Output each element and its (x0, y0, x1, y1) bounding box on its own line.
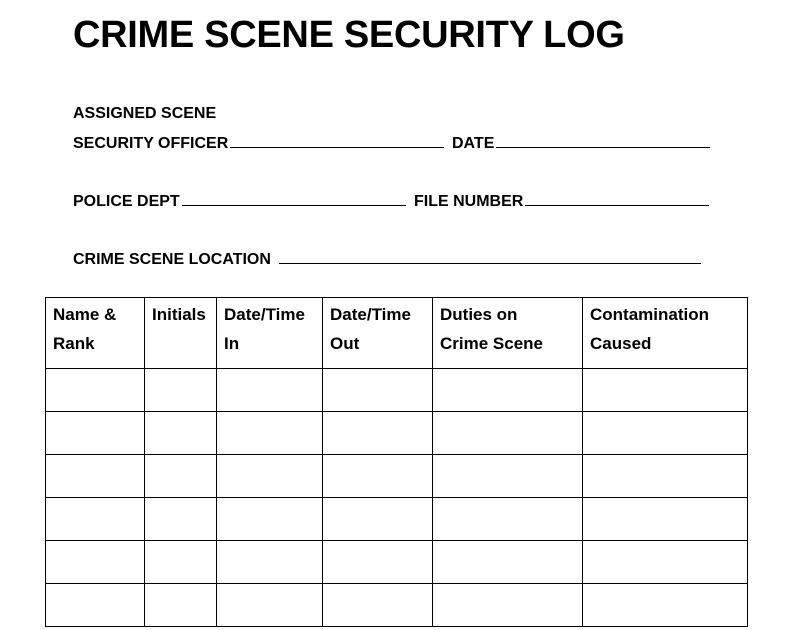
header-name-rank (46, 298, 145, 369)
assigned-scene-label (73, 104, 216, 124)
table-cell[interactable] (583, 498, 748, 541)
assigned-scene-text: ASSIGNED SCENE (73, 105, 217, 122)
table-cell[interactable] (217, 498, 323, 541)
table-cell[interactable] (217, 541, 323, 584)
table-cell[interactable] (323, 541, 433, 584)
crime-scene-location-field[interactable] (279, 249, 701, 264)
table-cell[interactable] (583, 412, 748, 455)
header-date-time-out (323, 298, 433, 369)
table-cell[interactable] (145, 455, 217, 498)
police-dept-label: POLICE DEPT (73, 193, 180, 210)
security-log-table (45, 297, 748, 627)
table-cell[interactable] (433, 369, 583, 412)
table-row (46, 584, 748, 627)
file-number-label: FILE NUMBER (414, 193, 524, 210)
table-cell[interactable] (145, 584, 217, 627)
header-initials (145, 298, 217, 369)
header-line: Date/Time (224, 305, 305, 324)
header-line: Date/Time (330, 305, 411, 324)
table-row (46, 412, 748, 455)
header-line: Rank (53, 334, 95, 353)
header-line: In (224, 334, 240, 353)
table-cell[interactable] (583, 584, 748, 627)
table-row (46, 498, 748, 541)
police-dept-row (73, 191, 406, 212)
table-cell[interactable] (46, 369, 145, 412)
table-cell[interactable] (217, 455, 323, 498)
header-line: Name & (53, 305, 117, 324)
table-cell[interactable] (217, 412, 323, 455)
security-officer-row (73, 133, 444, 154)
table-cell[interactable] (583, 541, 748, 584)
table-cell[interactable] (433, 584, 583, 627)
table-cell[interactable] (583, 455, 748, 498)
header-line: Contamination (590, 305, 709, 324)
table-cell[interactable] (323, 455, 433, 498)
file-number-field[interactable] (525, 191, 709, 206)
security-officer-field[interactable] (230, 133, 444, 148)
crime-scene-location-label: CRIME SCENE LOCATION (73, 251, 271, 268)
table-header-row (46, 298, 748, 369)
security-officer-label: SECURITY OFFICER (73, 135, 229, 152)
header-line: Out (330, 334, 360, 353)
police-dept-field[interactable] (182, 191, 406, 206)
table-cell[interactable] (217, 584, 323, 627)
table-cell[interactable] (433, 412, 583, 455)
table-cell[interactable] (145, 541, 217, 584)
table-row (46, 369, 748, 412)
header-contamination (583, 298, 748, 369)
crime-scene-location-row (73, 249, 701, 270)
table-cell[interactable] (323, 584, 433, 627)
date-field[interactable] (496, 133, 710, 148)
date-row (452, 133, 710, 154)
table-cell[interactable] (145, 498, 217, 541)
table-cell[interactable] (46, 541, 145, 584)
header-line: Initials (152, 305, 206, 324)
table-cell[interactable] (433, 541, 583, 584)
table-cell[interactable] (217, 369, 323, 412)
date-label: DATE (452, 135, 495, 152)
table-cell[interactable] (583, 369, 748, 412)
table-cell[interactable] (46, 455, 145, 498)
header-line: Duties on (440, 305, 518, 324)
table-row (46, 541, 748, 584)
table-row (46, 455, 748, 498)
table-cell[interactable] (433, 455, 583, 498)
table-cell[interactable] (46, 412, 145, 455)
table-cell[interactable] (433, 498, 583, 541)
header-duties (433, 298, 583, 369)
file-number-row (414, 191, 709, 212)
table-cell[interactable] (323, 412, 433, 455)
table-cell[interactable] (323, 369, 433, 412)
table-cell[interactable] (323, 498, 433, 541)
table-cell[interactable] (46, 498, 145, 541)
header-line: Caused (590, 334, 652, 353)
table-cell[interactable] (145, 412, 217, 455)
table-cell[interactable] (46, 584, 145, 627)
table-cell[interactable] (145, 369, 217, 412)
header-line: Crime Scene (440, 334, 543, 353)
form-title: CRIME SCENE SECURITY LOG (73, 14, 625, 56)
header-date-time-in (217, 298, 323, 369)
